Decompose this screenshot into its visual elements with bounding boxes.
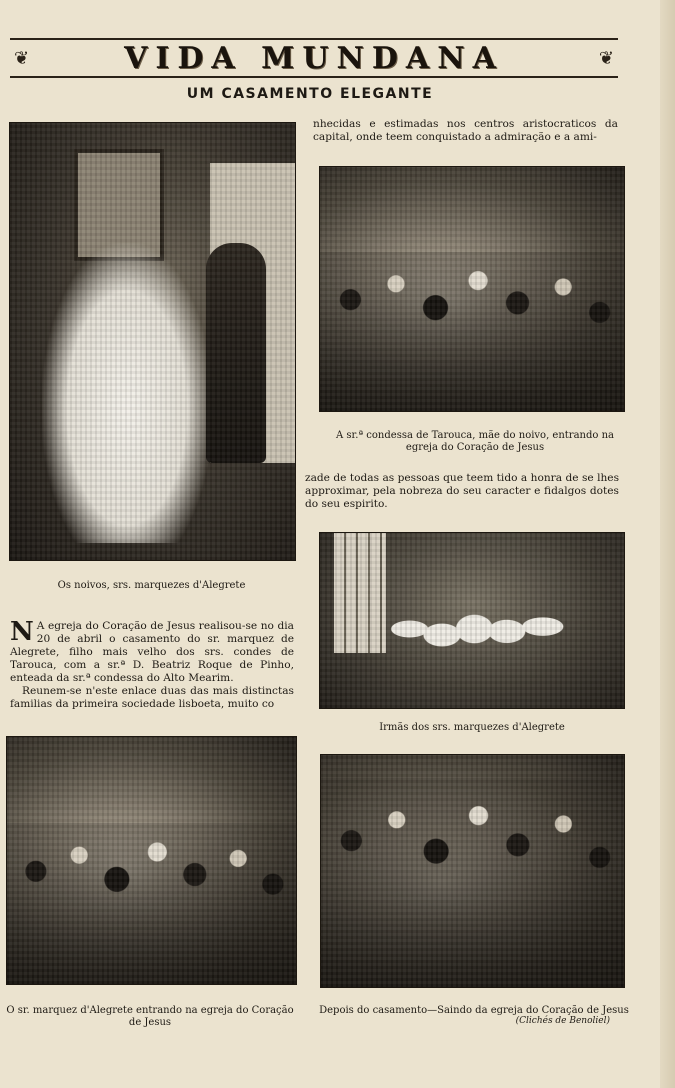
caption-marquis: O sr. marquez d'Alegrete entrando na egreja do Coração de Jesus bbox=[6, 1005, 294, 1028]
photo-countess-arrival bbox=[319, 166, 625, 412]
text-mid-right bbox=[305, 472, 619, 511]
photo-couple bbox=[9, 122, 296, 561]
photo-credit: (Clichés de Benoliel) bbox=[515, 1016, 610, 1026]
ornament-right-icon: ❦ bbox=[598, 48, 614, 69]
drop-cap: N bbox=[10, 617, 34, 647]
photo-leaving-church bbox=[320, 754, 625, 988]
caption-sisters: Irmãs dos srs. marquezes d'Alegrete bbox=[379, 722, 565, 733]
ornament-left-icon: ❦ bbox=[14, 48, 30, 69]
article-body bbox=[10, 617, 294, 711]
photo-marquis-arrival bbox=[6, 736, 297, 985]
caption-countess: A sr.ª condessa de Tarouca, mãe do noivo, entrando na egreja do Coração de Jesus bbox=[335, 430, 614, 453]
text-mid-right-paragraph: zade de todas as pessoas que teem tido a honra de se lhes approximar, pela nobreza do seu caracter e fidalgos dotes do seu espirito. bbox=[305, 472, 619, 510]
article-paragraph-1: N A egreja do Coração de Jesus realisou-se no dia 20 de abril o casamento do sr. marquez de Alegrete, filho mais velho dos srs. condes de Tarouca, com a sr.ª D. Beatriz Roque de Pinho, enteada da sr.ª condessa do Alto Mearim. bbox=[10, 617, 294, 684]
caption-couple: Os noivos, srs. marquezes d'Alegrete bbox=[57, 580, 246, 591]
photo-sisters bbox=[319, 532, 625, 709]
article-headline: UM CASAMENTO ELEGANTE bbox=[186, 86, 434, 102]
caption-after-wedding: Depois do casamento—Saindo da egreja do Coração de Jesus bbox=[319, 1005, 629, 1016]
masthead-title: VIDA MUNDANA bbox=[124, 40, 504, 76]
page-edge bbox=[660, 0, 675, 1088]
article-paragraph-2: Reunem-se n'este enlace duas das mais distinctas familias da primeira sociedade lisboeta, muito co bbox=[10, 685, 294, 710]
text-top-right bbox=[313, 118, 618, 144]
masthead bbox=[10, 38, 618, 78]
text-top-right-paragraph: nhecidas e estimadas nos centros aristocraticos da capital, onde teem conquistado a admiração e a ami- bbox=[313, 118, 618, 143]
